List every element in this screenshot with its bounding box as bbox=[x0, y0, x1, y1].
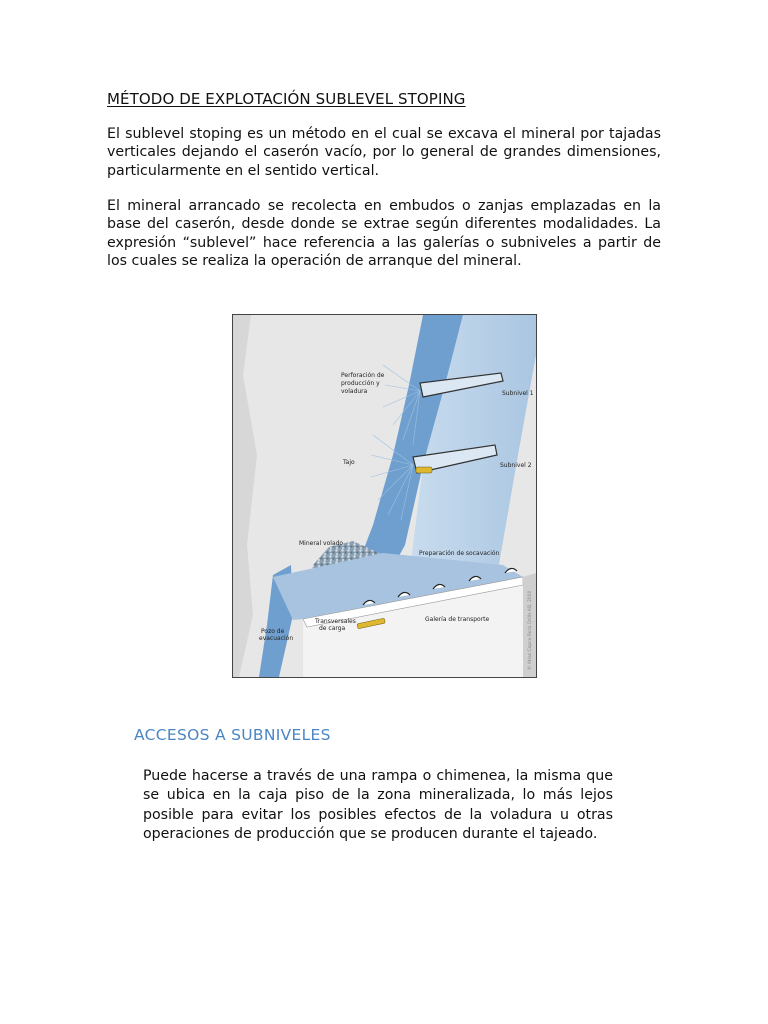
label-perforacion-1: Perforación de bbox=[341, 372, 385, 379]
label-pozo-1: Pozo de bbox=[261, 628, 285, 635]
label-perforacion-2: producción y bbox=[341, 380, 380, 387]
label-pozo-2: evacuación bbox=[259, 635, 294, 642]
sublevel-stoping-diagram bbox=[232, 314, 537, 678]
drill-rig bbox=[416, 467, 432, 473]
figure-credit: © Atlas Copco Rock Drills AB, 2000 bbox=[528, 590, 533, 670]
label-preparacion: Preparación de socavación bbox=[419, 550, 500, 557]
accesos-paragraph: Puede hacerse a través de una rampa o chimenea, la misma que se ubica en la caja piso de la zona mineralizada, lo más lejos posible para evitar los posibles efectos de la voladura u otras operaciones de producción que se producen durante el tajeado. bbox=[143, 768, 613, 843]
label-galeria: Galería de transporte bbox=[425, 616, 490, 623]
label-perforacion-3: voladura bbox=[341, 388, 368, 395]
document-title: MÉTODO DE EXPLOTACIÓN SUBLEVEL STOPING bbox=[107, 90, 466, 108]
label-transversales-1: Transversales bbox=[315, 618, 356, 625]
section-heading: ACCESOS A SUBNIVELES bbox=[134, 726, 331, 744]
intro-paragraph: El sublevel stoping es un método en el cual se excava el mineral por tajadas verticales dejando el caserón vacío, por lo general de grandes dimensiones, particularmente en el sentido vertical. bbox=[107, 126, 661, 179]
label-mineral-volado: Mineral volado bbox=[299, 540, 344, 547]
label-subnivel-2: Subnivel 2 bbox=[500, 462, 532, 469]
diagram-svg bbox=[233, 315, 536, 677]
label-tajo: Tajo bbox=[343, 459, 355, 466]
label-transversales-2: de carga bbox=[319, 625, 346, 632]
label-subnivel-1: Subnivel 1 bbox=[502, 390, 534, 397]
collection-paragraph: El mineral arrancado se recolecta en embudos o zanjas emplazadas en la base del caserón, desde donde se extrae según diferentes modalidades. La expresión “sublevel” hace referencia a las galerías o subniveles a partir de los cuales se realiza la operación de arranque del mineral. bbox=[107, 198, 661, 269]
